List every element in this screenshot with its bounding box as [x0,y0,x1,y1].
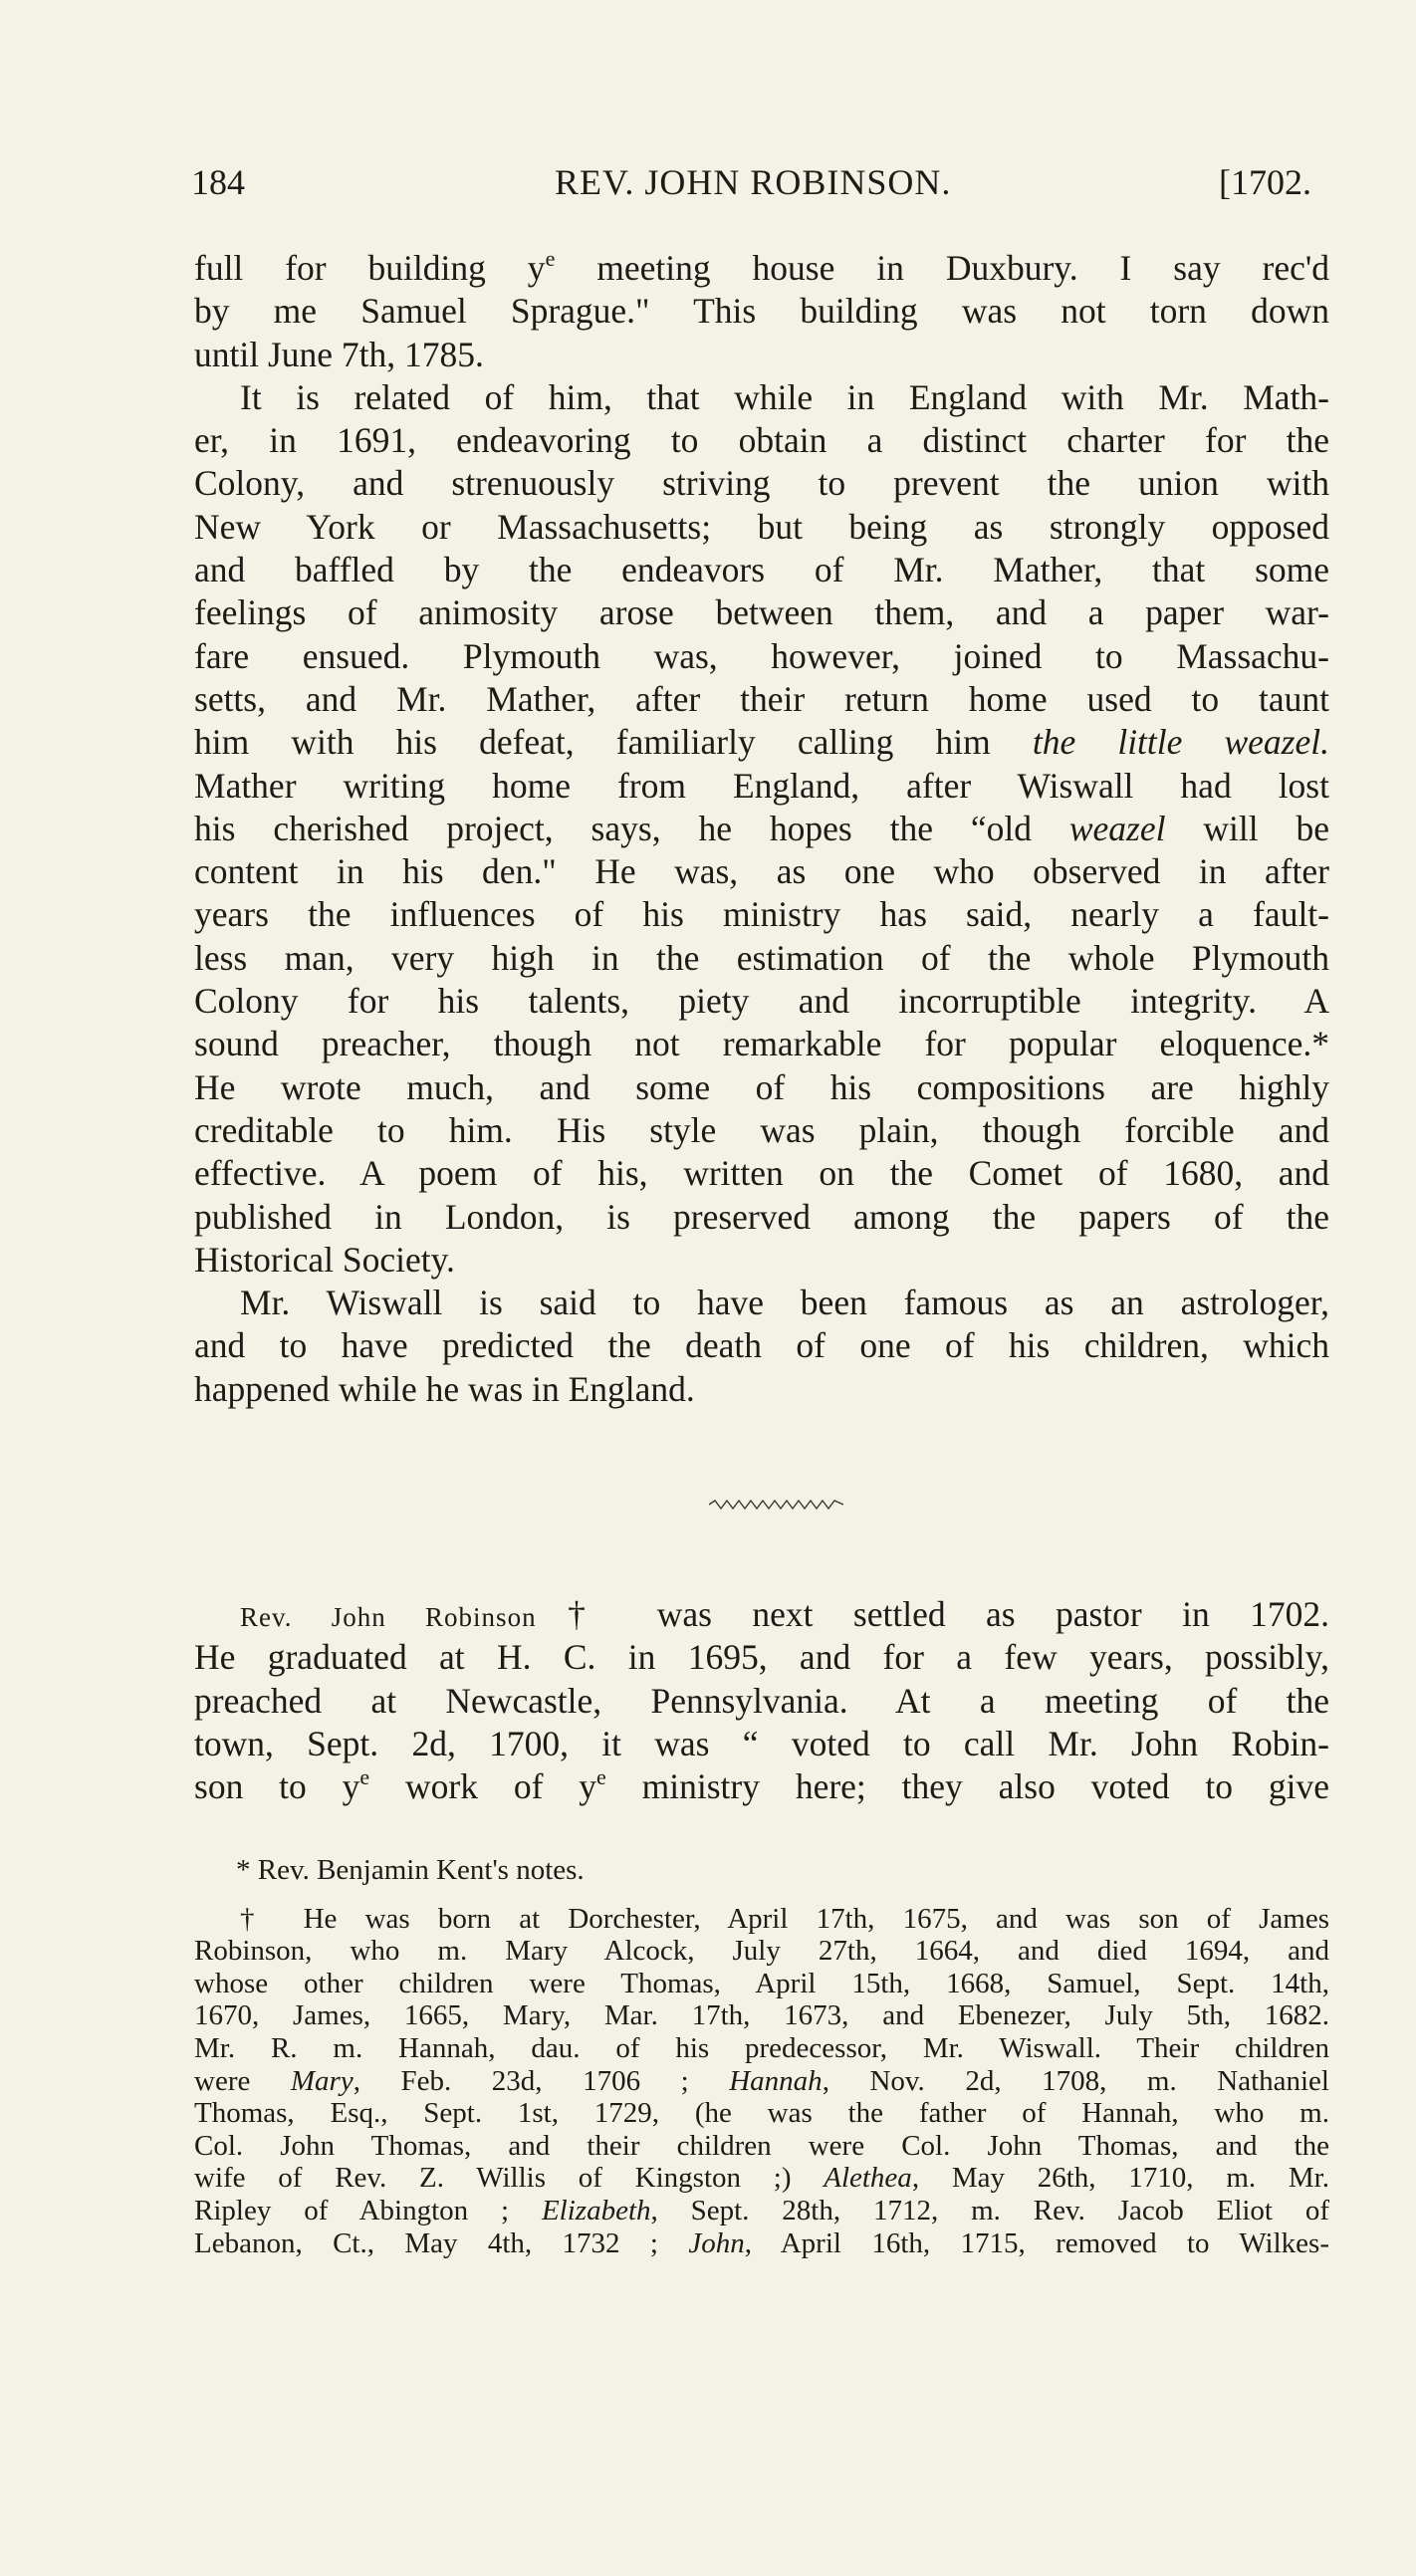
text-line: creditable to him. His style was plain, though forcible and [194,1109,1329,1150]
text-line: It is related of him, that while in England with Mr. Math- [240,376,1329,417]
footnote-2-line: Ripley of Abington ; Elizabeth, Sept. 28th, 1712, m. Rev. Jacob Eliot of [194,2194,1330,2226]
footnote-2-line: Mr. R. m. Hannah, dau. of his predecessor, Mr. Wiswall. Their children [194,2031,1329,2064]
text-line: him with his defeat, familiarly calling him the little weazel. [194,722,1329,763]
text-line: content in his den." He was, as one who observed in after [194,851,1329,892]
text-line: Rev. John Robinson† was next settled as pastor in 1702. [240,1594,1330,1634]
text-line: and to have predicted the death of one of his children, which [194,1325,1329,1366]
footnote-2-line: Col. John Thomas, and their children were Col. John Thomas, and the [194,2129,1329,2162]
text-line: until June 7th, 1785. [194,334,484,374]
text-line: by me Samuel Sprague." This building was not torn down [194,291,1329,332]
text-line: preached at Newcastle, Pennsylvania. At a meeting of the [194,1680,1329,1721]
text-line: Historical Society. [194,1239,455,1280]
section-divider [709,1499,843,1511]
footnote-2-line: Robinson, who m. Mary Alcock, July 27th, 1664, and died 1694, and [194,1935,1329,1968]
footnote-1: * Rev. Benjamin Kent's notes. [236,1854,585,1886]
text-line: New York or Massachusetts; but being as strongly opposed [194,506,1329,547]
text-line: He graduated at H. C. in 1695, and for a few years, possibly, [194,1637,1329,1678]
text-line: his cherished project, says, he hopes the “old weazel will be [194,808,1330,848]
running-header [191,161,1311,211]
text-line: fare ensued. Plymouth was, however, joined to Massachu- [194,635,1329,676]
footnote-2-line: Thomas, Esq., Sept. 1st, 1729, (he was the father of Hannah, who m. [194,2097,1329,2130]
text-line: setts, and Mr. Mather, after their return home used to taunt [194,678,1329,719]
page-number: 184 [191,162,245,202]
text-line: full for building $y^e$ meeting house in Duxbury. I say rec'd [194,246,1329,288]
text-line: Colony for his talents, piety and incorruptible integrity. A [194,981,1329,1022]
text-line: sound preacher, though not remarkable for popular eloquence.* [194,1024,1329,1064]
footnote-2-line: whose other children were Thomas, April 15th, 1668, Samuel, Sept. 14th, [194,1967,1329,1999]
footnotes [194,1854,1329,2259]
footnote-2-line: † He was born at Dorchester, April 17th, 1675, and was son of James [240,1902,1329,1935]
robinson-text [194,1593,1329,1808]
footnote-2-line: were Mary, Feb. 23d, 1706 ; Hannah, Nov. 2d, 1708, m. Nathaniel [194,2064,1329,2097]
wiswall-text [194,247,1329,1411]
text-line: less man, very high in the estimation of the whole Plymouth [194,937,1329,978]
text-line: er, in 1691, endeavoring to obtain a distinct charter for the [194,420,1329,461]
text-line: Mr. Wiswall is said to have been famous as an astrologer, [240,1283,1329,1323]
footnote-2-line: 1670, James, 1665, Mary, Mar. 17th, 1673, and Ebenezer, July 5th, 1682. [194,1999,1329,2032]
text-line: son to $y^e$ work of $y^e$ ministry here; they also voted to give [194,1764,1329,1807]
text-line: town, Sept. 2d, 1700, it was “ voted to call Mr. John Robin- [194,1723,1329,1763]
text-line: feelings of animosity arose between them, and a paper war- [194,592,1329,633]
running-year: [1702. [1219,162,1311,202]
text-line: published in London, is preserved among the papers of the [194,1196,1329,1237]
text-line: happened while he was in England. [194,1368,695,1409]
text-line: Mather writing home from England, after Wiswall had lost [194,765,1329,806]
text-line: He wrote much, and some of his compositions are highly [194,1066,1329,1107]
text-line: Colony, and strenuously striving to prevent the union with [194,463,1329,504]
text-line: effective. A poem of his, written on the Comet of 1680, and [194,1153,1329,1194]
running-title: REV. JOHN ROBINSON. [555,162,952,202]
text-line: years the influences of his ministry has said, nearly a fault- [194,894,1329,935]
text-line: and baffled by the endeavors of Mr. Mather, that some [194,550,1329,590]
footnote-2-line: wife of Rev. Z. Willis of Kingston ;) Alethea, May 26th, 1710, m. Mr. [194,2162,1329,2195]
footnote-2-line: Lebanon, Ct., May 4th, 1732 ; John, April 16th, 1715, removed to Wilkes- [194,2226,1329,2259]
